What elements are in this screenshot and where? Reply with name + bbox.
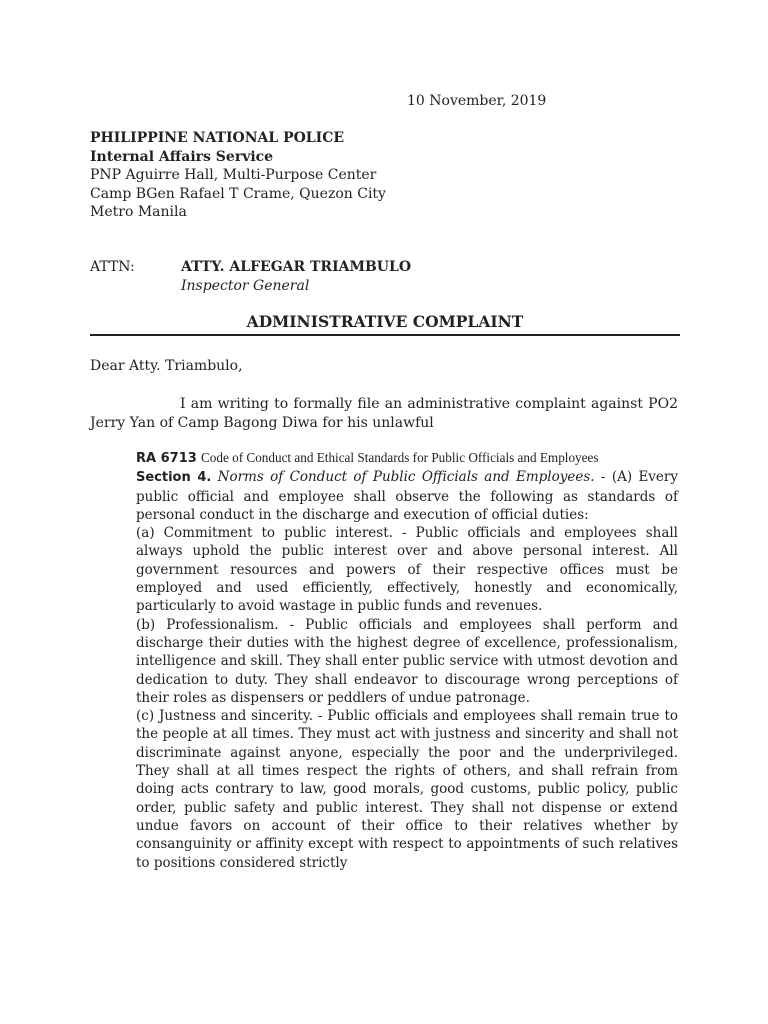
intro-paragraph (90, 395, 678, 432)
document-title: ADMINISTRATIVE COMPLAINT (246, 312, 524, 331)
attn-name: ATTY. ALFEGAR TRIAMBULO (181, 259, 412, 275)
addressee-line-1: PNP Aguirre Hall, Multi-Purpose Center (90, 167, 377, 183)
law-excerpt (136, 449, 678, 872)
ra-title: Code of Conduct and Ethical Standards for Public Officials and Employees (200, 450, 599, 465)
addressee-block (90, 129, 386, 222)
section-body: - (A) Every public official and employee shall observe the following as standards of personal conduct in the discharge and execution of official duties: (136, 469, 678, 523)
section-label: Section 4. (136, 470, 212, 486)
letter-date: 10 November, 2019 (407, 93, 547, 109)
addressee-office: Internal Affairs Service (90, 148, 274, 165)
addressee-org: PHILIPPINE NATIONAL POLICE (90, 130, 345, 146)
paragraph-a: (a) Commitment to public interest. - Public officials and employees shall always uphold the public interest over and above personal interest. All government resources and powers of their respective offices must be employed and used efficiently, effectively, honestly and economically, particularly to avoid wastage in public funds and revenues. (136, 525, 678, 615)
salutation: Dear Atty. Triambulo, (90, 358, 243, 374)
paragraph-c: (c) Justness and sincerity. - Public officials and employees shall remain true to the people at all times. They must act with justness and sincerity and shall not discriminate against anyone, especially the poor and the underprivileged. They shall at all times respect the rights of others, and shall refrain from doing acts contrary to law, good morals, good customs, public policy, public order, public safety and public interest. They shall not dispense or extend undue favors on account of their office to their relatives whether by consanguinity or affinity except with respect to appointments of such relatives to positions considered strictly (136, 708, 678, 871)
intro-text: I am writing to formally file an administrative complaint against PO2 Jerry Yan of Camp Bagong Diwa for his unlawful (90, 396, 678, 431)
ra-number: RA 6713 (136, 451, 197, 466)
section-paragraph (136, 468, 678, 524)
title-divider (90, 334, 680, 336)
attn-role: Inspector General (181, 277, 310, 294)
attn-label: ATTN: (90, 259, 135, 275)
addressee-line-3: Metro Manila (90, 204, 187, 220)
paragraph-b: (b) Professionalism. - Public officials and employees shall perform and discharge their duties with the highest degree of excellence, professionalism, intelligence and skill. They shall enter public service with utmost devotion and dedication to duty. They shall endeavor to discourage wrong perceptions of their roles as dispensers or peddlers of undue patronage. (136, 616, 678, 706)
section-title: Norms of Conduct of Public Officials and Employees. (217, 469, 595, 486)
addressee-line-2: Camp BGen Rafael T Crame, Quezon City (90, 185, 386, 202)
law-header (136, 449, 678, 468)
